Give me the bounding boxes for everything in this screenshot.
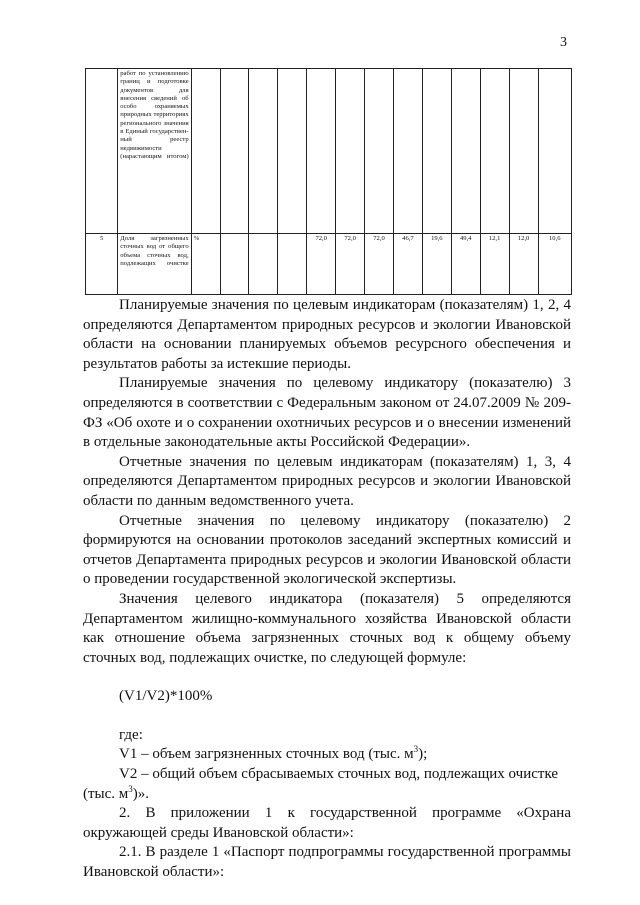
definition-v1: V1 – объем загрязненных сточных вод (тыс. $м^3$); bbox=[119, 744, 428, 763]
indicator-name-cell: работ по установлению границ и подготовке документов для внесения сведений об особо охраняемых природных территориях регионального значения в Единый государствен-ный реестр недвижимости (нарастающим итогом) bbox=[118, 69, 191, 234]
unit-cell: % bbox=[191, 234, 220, 295]
table-row bbox=[86, 69, 572, 234]
value-cell: 12,1 bbox=[480, 234, 509, 295]
paragraph: Планируемые значения по целевым индикаторам (показателям) 1, 2, 4 определяются Департаментом природных ресурсов и экологии Ивановской области на основании планируемых объемов ресурсного обеспечения и результатов работы за истекшие периоды. bbox=[83, 297, 571, 372]
definition-v2-unit: (тыс. $м^3$)». bbox=[83, 783, 150, 802]
row-number-cell: 5 bbox=[86, 234, 118, 295]
definition-v2: V2 – общий объем сбрасываемых сточных вод, подлежащих очистке bbox=[119, 766, 559, 783]
value-cell: 72,0 bbox=[336, 234, 365, 295]
document-body bbox=[83, 296, 571, 883]
paragraph: Отчетные значения по целевому индикатору (показателю) 2 формируются на основании протоколов заседаний экспертных комиссий и отчетов Департамента природных ресурсов и экологии Ивановской области о проведении государственной экологической экспертизы. bbox=[83, 512, 571, 588]
value-cell: 72,0 bbox=[307, 234, 336, 295]
table-row bbox=[86, 234, 572, 295]
table-cell bbox=[86, 69, 118, 234]
value-cell: 12,0 bbox=[509, 234, 538, 295]
paragraph: 2. В приложении 1 к государственной программе «Охрана окружающей среды Ивановской области»: bbox=[83, 805, 571, 841]
value-cell: 19,6 bbox=[422, 234, 451, 295]
value-cell bbox=[278, 234, 307, 295]
formula: (V1/V2)*100% bbox=[119, 688, 213, 705]
paragraph: Отчетные значения по целевым индикаторам (показателям) 1, 3, 4 определяются Департаментом природных ресурсов и экологии Ивановской области по данным ведомственного учета. bbox=[83, 453, 571, 509]
value-cell: 10,6 bbox=[538, 234, 571, 295]
value-cell bbox=[220, 234, 249, 295]
value-cell: 46,7 bbox=[393, 234, 422, 295]
value-cell: 49,4 bbox=[451, 234, 480, 295]
value-cell: 72,0 bbox=[365, 234, 394, 295]
paragraph: 2.1. В разделе 1 «Паспорт подпрограммы государственной программы Ивановской области»: bbox=[83, 844, 571, 881]
indicators-table bbox=[85, 68, 572, 295]
indicator-name-cell: Доля загрязненных сточных вод от общего объема сточных вод, подлежащих очистке bbox=[118, 234, 191, 295]
where-label: где: bbox=[119, 726, 143, 743]
paragraph: Значения целевого индикатора (показателя) 5 определяются Департаментом жилищно-коммунального хозяйства Ивановской области как отношение объема загрязненных сточных вод к общему объему сточных вод, подлежащих очистке, по следующей формуле: bbox=[83, 590, 571, 666]
page-number: 3 bbox=[560, 35, 567, 50]
paragraph: Планируемые значения по целевому индикатору (показателю) 3 определяются в соответствии с Федеральным законом от 24.07.2009 № 209-ФЗ «Об охоте и о сохранении охотничьих ресурсов и о внесении изменений в отдельные законодательные акты Российской Федерации». bbox=[83, 375, 571, 451]
value-cell bbox=[249, 234, 278, 295]
